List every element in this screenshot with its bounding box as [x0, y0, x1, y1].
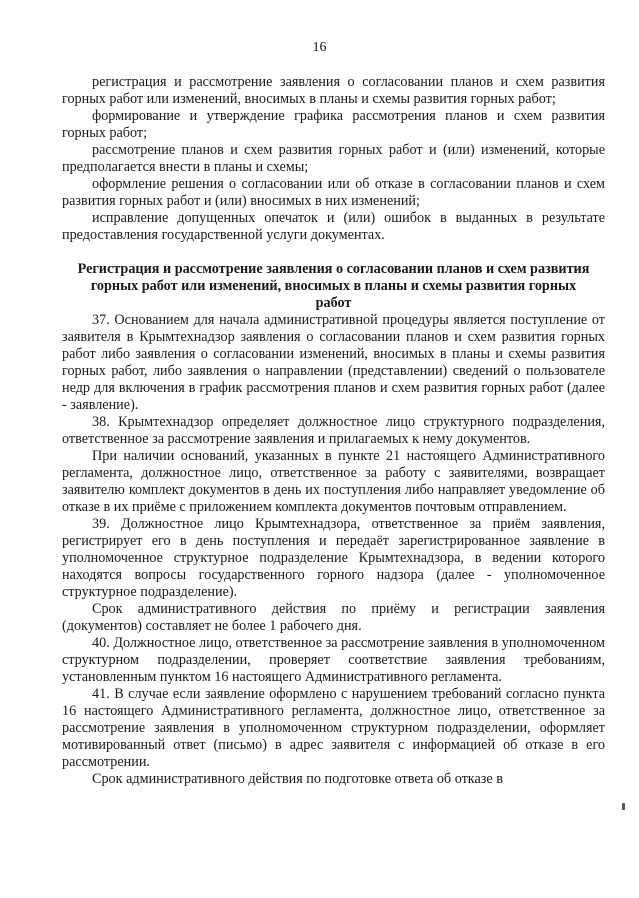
paragraph-37: 37. Основанием для начала административной процедуры является поступление от заявителя в Крымтехнадзор заявления о согласовании планов и схем развития горных работ либо заявления о согласовании изменений, вносимых в планы и схемы развития горных работ, либо заявления о направлении (представлении) сведений о пользователе недр для включения в график рассмотрения планов и схем развития горных работ (далее - заявление).	[62, 312, 605, 413]
paragraph-39-term: Срок административного действия по приёму и регистрации заявления (документов) составляет не более 1 рабочего дня.	[62, 601, 605, 634]
scan-edge-mark	[622, 803, 625, 810]
paragraph-38: 38. Крымтехнадзор определяет должностное лицо структурного подразделения, ответственное за рассмотрение заявления и прилагаемых к нему документов.	[62, 414, 605, 447]
paragraph-40: 40. Должностное лицо, ответственное за рассмотрение заявления в уполномоченном структурном подразделении, проверяет соответствие заявления требованиям, установленным пунктом 16 настоящего Административного регламента.	[62, 635, 605, 685]
paragraph-38-return: При наличии оснований, указанных в пункте 21 настоящего Административного регламента, должностное лицо, ответственное за работу с заявителями, возвращает заявителю комплект документов в день их поступления либо направляет уведомление об отказе в их приёме с приложением комплекта документов почтовым отправлением.	[62, 448, 605, 515]
intro-paragraph-2: формирование и утверждение графика рассмотрения планов и схем развития горных работ;	[62, 108, 605, 141]
paragraph-41: 41. В случае если заявление оформлено с нарушением требований согласно пункта 16 настоящего Административного регламента, должностное лицо, ответственное за рассмотрение заявления в уполномоченном структурном подразделении, оформляет мотивированный ответ (письмо) в адрес заявителя с информацией об отказе в его рассмотрении.	[62, 686, 605, 770]
paragraph-39: 39. Должностное лицо Крымтехнадзора, ответственное за приём заявления, регистрирует его в день поступления и передаёт зарегистрированное заявление в уполномоченное структурное подразделение Крымтехнадзора, в ведении которого находятся вопросы государственного горного надзора (далее - уполномоченное структурное подразделение).	[62, 516, 605, 600]
section-heading: Регистрация и рассмотрение заявления о согласовании планов и схем развития горных работ или изменений, вносимых в планы и схемы развития горных работ	[77, 261, 590, 311]
paragraph-41-term: Срок административного действия по подготовке ответа об отказе в	[92, 771, 503, 787]
intro-paragraph-5: исправление допущенных опечаток и (или) ошибок в выданных в результате предоставления государственной услуги документах.	[62, 210, 605, 243]
intro-paragraph-1: регистрация и рассмотрение заявления о согласовании планов и схем развития горных работ или изменений, вносимых в планы и схемы развития горных работ;	[62, 74, 605, 107]
page-number: 16	[312, 40, 327, 55]
document-body	[62, 74, 605, 788]
intro-paragraph-4: оформление решения о согласовании или об отказе в согласовании планов и схем развития горных работ и (или) вносимых в них изменений;	[62, 176, 605, 209]
intro-paragraph-3: рассмотрение планов и схем развития горных работ и (или) изменений, которые предполагается внести в планы и схемы;	[62, 142, 605, 175]
